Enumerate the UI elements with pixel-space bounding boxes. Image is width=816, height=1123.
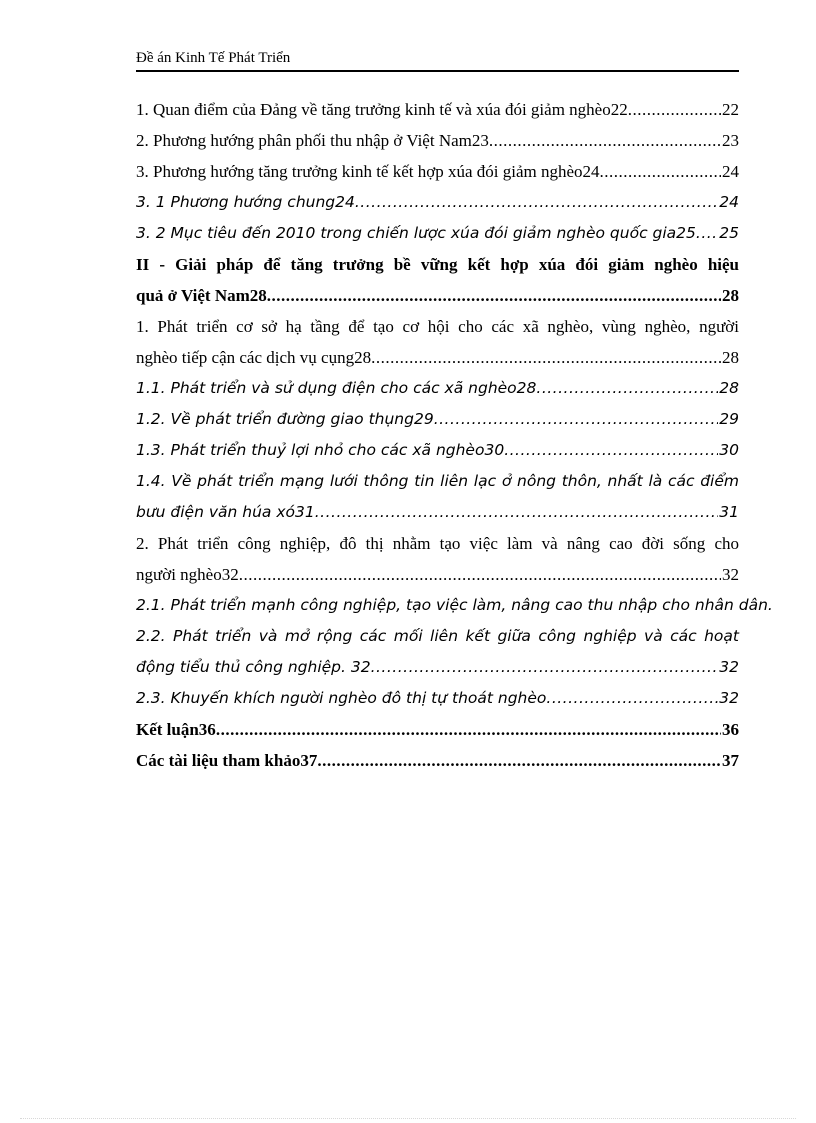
toc-entry-title: 1.2. Về phát triển đường giao thụng29 xyxy=(136,410,434,428)
toc-leader-dots xyxy=(315,497,719,528)
toc-entry[interactable] xyxy=(136,683,739,714)
toc-leader-dots xyxy=(355,187,718,218)
toc-entry-title: 3. 1 Phương hướng chung24 xyxy=(136,193,355,211)
toc-page-number: 29 xyxy=(719,410,739,428)
toc-entry[interactable] xyxy=(136,249,739,311)
toc-entry[interactable] xyxy=(136,125,739,156)
toc-entry-title: 3. 2 Mục tiêu đến 2010 trong chiến lược xúa đói giảm nghèo quốc gia25 xyxy=(136,224,696,242)
toc-entry-title: Các tài liệu tham khảo37 xyxy=(136,751,318,770)
toc-entry-title: 2.3. Khuyến khích người nghèo đô thị tự thoát nghèo xyxy=(136,689,547,707)
toc-page-number: 25 xyxy=(719,224,739,242)
toc-leader-dots xyxy=(628,94,721,125)
toc-leader-dots xyxy=(489,125,721,156)
toc-page-number: 32 xyxy=(719,689,739,707)
toc-entry[interactable] xyxy=(136,94,739,125)
toc-entry-title: 1.1. Phát triển và sử dụng điện cho các xã nghèo28 xyxy=(136,379,537,397)
toc-entry[interactable] xyxy=(136,745,739,776)
toc-leader-dots xyxy=(317,745,721,776)
toc-leader-dots xyxy=(434,404,719,435)
toc-entry[interactable] xyxy=(136,621,739,683)
toc-entry[interactable] xyxy=(136,187,739,218)
toc-entry[interactable] xyxy=(136,714,739,745)
toc-entry-title-line1: 2. Phát triển công nghiệp, đô thị nhằm tạo việc làm và nâng cao đời sống cho xyxy=(136,534,739,553)
toc-entry-title-line1: II - Giải pháp để tăng trưởng bề vững kết hợp xúa đói giảm nghèo hiệu xyxy=(136,255,739,274)
toc-entry-title-line1: 1. Phát triển cơ sở hạ tầng để tạo cơ hội cho các xã nghèo, vùng nghèo, người xyxy=(136,317,739,336)
toc-entry-title: 3. Phương hướng tăng trưởng kinh tế kết hợp xúa đói giảm nghèo24 xyxy=(136,162,600,181)
toc-entry-title-line2: quả ở Việt Nam28 xyxy=(136,286,267,305)
toc-leader-dots xyxy=(267,280,721,311)
toc-leader-dots xyxy=(371,342,721,373)
toc-entry-title: 1.3. Phát triển thuỷ lợi nhỏ cho các xã nghèo30 xyxy=(136,441,505,459)
toc-page-number: 36 xyxy=(722,720,739,739)
toc-entry[interactable] xyxy=(136,435,739,466)
toc-page-number: 28 xyxy=(722,286,739,305)
header-title: Đề án Kinh Tế Phát Triển xyxy=(136,50,291,66)
toc-leader-dots xyxy=(239,559,721,590)
toc-entry[interactable] xyxy=(136,404,739,435)
toc-entry[interactable] xyxy=(136,218,739,249)
toc-entry[interactable] xyxy=(136,373,739,404)
toc-page-number: 24 xyxy=(722,162,739,181)
toc-entry-title-line2: bưu điện văn húa xó31 xyxy=(136,503,315,521)
toc-entry-title-line1: 2.2. Phát triển và mở rộng các mối liên kết giữa công nghiệp và các hoạt xyxy=(136,627,739,645)
toc-leader-dots xyxy=(504,435,718,466)
toc-leader-dots xyxy=(696,218,718,249)
toc-page-number: 31 xyxy=(719,503,739,521)
toc-entry-title: 2. Phương hướng phân phối thu nhập ở Việt Nam23 xyxy=(136,131,489,150)
toc-page-number: 28 xyxy=(722,348,739,367)
toc-page-number: 37 xyxy=(722,751,739,770)
toc-page-number: 23 xyxy=(722,131,739,150)
page-header xyxy=(136,48,739,72)
table-of-contents xyxy=(136,94,773,776)
toc-leader-dots xyxy=(536,373,718,404)
toc-page-number: 22 xyxy=(722,100,739,119)
toc-page-number: 30 xyxy=(719,441,739,459)
page-bottom-border xyxy=(20,1118,796,1119)
toc-entry-title-line2: động tiểu thủ công nghiệp. 32 xyxy=(136,658,371,676)
toc-entry[interactable] xyxy=(136,590,773,621)
toc-entry-title-line1: 1.4. Về phát triển mạng lưới thông tin liên lạc ở nông thôn, nhất là các điểm xyxy=(136,472,739,490)
toc-leader-dots xyxy=(546,683,718,714)
toc-leader-dots xyxy=(216,714,721,745)
toc-page-number: 32 xyxy=(722,565,739,584)
toc-entry-title-line2: nghèo tiếp cận các dịch vụ cụng28 xyxy=(136,348,372,367)
toc-leader-dots xyxy=(371,652,719,683)
toc-entry-title: 1. Quan điểm của Đảng về tăng trưởng kinh tế và xúa đói giảm nghèo22 xyxy=(136,100,628,119)
toc-page-number: 32 xyxy=(719,658,739,676)
toc-entry[interactable] xyxy=(136,156,739,187)
toc-entry[interactable] xyxy=(136,466,739,528)
toc-entry-title-line2: người nghèo32 xyxy=(136,565,239,584)
toc-page-number: 24 xyxy=(719,193,739,211)
toc-entry-title: 2.1. Phát triển mạnh công nghiệp, tạo việc làm, nâng cao thu nhập cho nhân dân. xyxy=(136,596,773,614)
toc-page-number: 28 xyxy=(719,379,739,397)
toc-entry[interactable] xyxy=(136,311,739,373)
toc-entry[interactable] xyxy=(136,528,739,590)
toc-leader-dots xyxy=(600,156,721,187)
toc-entry-title: Kết luận36 xyxy=(136,720,216,739)
